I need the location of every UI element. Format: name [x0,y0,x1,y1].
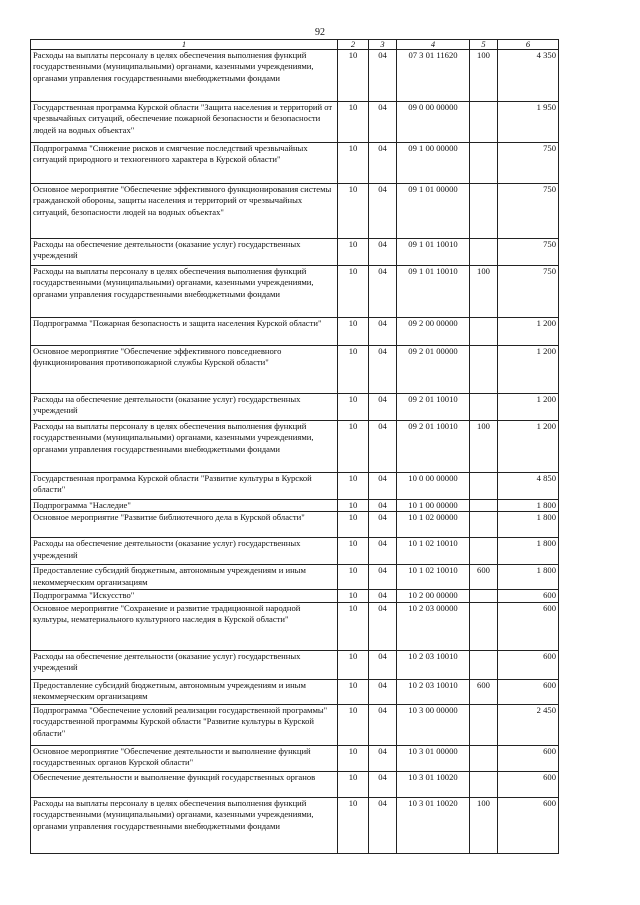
table-row [31,538,559,565]
cell-section: 10 [338,394,369,421]
cell-expense-type: 600 [470,565,498,590]
cell-expense-type [470,650,498,679]
cell-name: Основное мероприятие "Развитие библиотечного дела в Курской области" [31,512,338,538]
cell-expense-type: 600 [470,679,498,704]
table-row [31,239,559,266]
cell-target-article: 07 3 01 11620 [397,50,470,102]
table-row [31,704,559,745]
table-row [31,421,559,473]
cell-subsection: 04 [369,590,397,602]
cell-target-article: 10 0 00 00000 [397,473,470,500]
cell-amount: 1 200 [498,346,559,394]
table-row [31,143,559,184]
cell-amount: 1 800 [498,512,559,538]
cell-target-article: 10 3 00 00000 [397,704,470,745]
table-row [31,318,559,346]
table-row [31,394,559,421]
cell-name: Подпрограмма "Наследие" [31,500,338,512]
cell-subsection: 04 [369,473,397,500]
table-row [31,679,559,704]
cell-section: 10 [338,143,369,184]
cell-amount: 1 800 [498,565,559,590]
cell-target-article: 10 3 01 10020 [397,797,470,853]
table-row [31,266,559,318]
cell-amount: 4 850 [498,473,559,500]
cell-name: Основное мероприятие "Обеспечение эффективного повседневного функционирования противопожарной службы Курской области" [31,346,338,394]
cell-target-article: 10 2 03 00000 [397,602,470,650]
cell-subsection: 04 [369,184,397,239]
cell-name: Расходы на выплаты персоналу в целях обеспечения выполнения функций государственными (муниципальными) органами, казенными учреждениями, органами управления государственными внебюджетными фондами [31,421,338,473]
cell-section: 10 [338,771,369,797]
column-header: 4 [397,40,470,50]
cell-subsection: 04 [369,679,397,704]
cell-name: Подпрограмма "Пожарная безопасность и защита населения Курской области" [31,318,338,346]
cell-target-article: 10 1 02 00000 [397,512,470,538]
cell-subsection: 04 [369,102,397,143]
cell-name: Предоставление субсидий бюджетным, автономным учреждениям и иным некоммерческим организациям [31,679,338,704]
cell-subsection: 04 [369,143,397,184]
cell-subsection: 04 [369,538,397,565]
cell-target-article: 09 1 00 00000 [397,143,470,184]
table-row [31,102,559,143]
cell-subsection: 04 [369,745,397,771]
cell-section: 10 [338,745,369,771]
column-header: 2 [338,40,369,50]
cell-expense-type [470,318,498,346]
cell-name: Государственная программа Курской области "Защита населения и территорий от чрезвычайных ситуаций, обеспечение пожарной безопасности и безопасности людей на водных объектах" [31,102,338,143]
cell-name: Расходы на обеспечение деятельности (оказание услуг) государственных учреждений [31,394,338,421]
cell-target-article: 09 2 01 10010 [397,421,470,473]
cell-expense-type [470,602,498,650]
cell-expense-type: 100 [470,797,498,853]
cell-name: Основное мероприятие "Обеспечение эффективного функционирования системы гражданской обороны, защиты населения и территорий от чрезвычайных ситуаций, безопасности людей на водных объектах" [31,184,338,239]
cell-name: Подпрограмма "Снижение рисков и смягчение последствий чрезвычайных ситуаций природного и техногенного характера в Курской области" [31,143,338,184]
cell-section: 10 [338,565,369,590]
cell-target-article: 10 1 02 10010 [397,538,470,565]
cell-expense-type [470,538,498,565]
cell-expense-type [470,239,498,266]
cell-name: Расходы на обеспечение деятельности (оказание услуг) государственных учреждений [31,538,338,565]
cell-name: Расходы на обеспечение деятельности (оказание услуг) государственных учреждений [31,650,338,679]
cell-expense-type [470,394,498,421]
table-row [31,565,559,590]
cell-amount: 750 [498,266,559,318]
column-header: 6 [498,40,559,50]
column-header: 3 [369,40,397,50]
cell-expense-type: 100 [470,421,498,473]
cell-subsection: 04 [369,239,397,266]
cell-amount: 1 950 [498,102,559,143]
budget-table [30,39,559,854]
cell-name: Подпрограмма "Искусство" [31,590,338,602]
cell-section: 10 [338,650,369,679]
cell-name: Расходы на выплаты персоналу в целях обеспечения выполнения функций государственными (муниципальными) органами, казенными учреждениями, органами управления государственными внебюджетными фондами [31,797,338,853]
cell-target-article: 10 2 03 10010 [397,679,470,704]
cell-amount: 750 [498,184,559,239]
table-row [31,184,559,239]
cell-target-article: 09 2 00 00000 [397,318,470,346]
table-row [31,512,559,538]
cell-section: 10 [338,590,369,602]
table-header-row [31,40,559,50]
cell-section: 10 [338,239,369,266]
cell-section: 10 [338,538,369,565]
cell-expense-type [470,102,498,143]
cell-expense-type [470,512,498,538]
cell-name: Основное мероприятие "Сохранение и развитие традиционной народной культуры, нематериального культурного наследия в Курской области" [31,602,338,650]
cell-amount: 1 200 [498,421,559,473]
table-row [31,650,559,679]
cell-expense-type: 100 [470,266,498,318]
cell-subsection: 04 [369,704,397,745]
cell-amount: 1 800 [498,538,559,565]
cell-amount: 1 800 [498,500,559,512]
cell-subsection: 04 [369,797,397,853]
cell-subsection: 04 [369,394,397,421]
cell-amount: 2 450 [498,704,559,745]
cell-section: 10 [338,473,369,500]
cell-target-article: 09 1 01 00000 [397,184,470,239]
cell-target-article: 09 2 01 00000 [397,346,470,394]
cell-subsection: 04 [369,602,397,650]
cell-subsection: 04 [369,512,397,538]
cell-name: Основное мероприятие "Обеспечение деятельности и выполнение функций государственных органов Курской области" [31,745,338,771]
cell-subsection: 04 [369,318,397,346]
cell-subsection: 04 [369,266,397,318]
cell-subsection: 04 [369,771,397,797]
cell-section: 10 [338,102,369,143]
table-row [31,500,559,512]
page-number: 92 [315,27,325,38]
cell-section: 10 [338,704,369,745]
cell-expense-type [470,704,498,745]
cell-section: 10 [338,602,369,650]
table-row [31,797,559,853]
cell-subsection: 04 [369,565,397,590]
cell-target-article: 09 1 01 10010 [397,266,470,318]
cell-section: 10 [338,184,369,239]
cell-name: Расходы на выплаты персоналу в целях обеспечения выполнения функций государственными (муниципальными) органами, казенными учреждениями, органами управления государственными внебюджетными фондами [31,266,338,318]
cell-target-article: 10 2 03 10010 [397,650,470,679]
table-row [31,771,559,797]
cell-name: Подпрограмма "Обеспечение условий реализации государственной программы" государственной программы Курской области "Развитие культуры в Курской области" [31,704,338,745]
cell-name: Государственная программа Курской области "Развитие культуры в Курской области" [31,473,338,500]
cell-expense-type [470,346,498,394]
cell-subsection: 04 [369,650,397,679]
table-row [31,590,559,602]
cell-amount: 600 [498,650,559,679]
column-header: 1 [31,40,338,50]
cell-target-article: 10 3 01 00000 [397,745,470,771]
column-header: 5 [470,40,498,50]
cell-name: Расходы на обеспечение деятельности (оказание услуг) государственных учреждений [31,239,338,266]
cell-amount: 600 [498,602,559,650]
cell-expense-type [470,771,498,797]
cell-expense-type: 100 [470,50,498,102]
cell-subsection: 04 [369,421,397,473]
cell-amount: 600 [498,771,559,797]
cell-amount: 750 [498,143,559,184]
cell-expense-type [470,500,498,512]
cell-expense-type [470,745,498,771]
cell-expense-type [470,143,498,184]
cell-section: 10 [338,50,369,102]
cell-section: 10 [338,421,369,473]
cell-amount: 1 200 [498,318,559,346]
cell-target-article: 09 1 01 10010 [397,239,470,266]
cell-amount: 600 [498,679,559,704]
cell-section: 10 [338,266,369,318]
cell-amount: 1 200 [498,394,559,421]
cell-name: Расходы на выплаты персоналу в целях обеспечения выполнения функций государственными (муниципальными) органами, казенными учреждениями, органами управления государственными внебюджетными фондами [31,50,338,102]
cell-subsection: 04 [369,346,397,394]
cell-section: 10 [338,512,369,538]
cell-section: 10 [338,500,369,512]
cell-name: Обеспечение деятельности и выполнение функций государственных органов [31,771,338,797]
cell-amount: 4 350 [498,50,559,102]
cell-amount: 600 [498,745,559,771]
table-row [31,745,559,771]
cell-target-article: 10 1 00 00000 [397,500,470,512]
cell-amount: 600 [498,590,559,602]
cell-expense-type [470,590,498,602]
cell-target-article: 10 2 00 00000 [397,590,470,602]
table-row [31,50,559,102]
cell-section: 10 [338,346,369,394]
cell-section: 10 [338,797,369,853]
cell-target-article: 09 2 01 10010 [397,394,470,421]
cell-section: 10 [338,679,369,704]
cell-section: 10 [338,318,369,346]
cell-target-article: 09 0 00 00000 [397,102,470,143]
cell-expense-type [470,473,498,500]
table-row [31,346,559,394]
cell-subsection: 04 [369,50,397,102]
cell-expense-type [470,184,498,239]
cell-target-article: 10 3 01 10020 [397,771,470,797]
cell-amount: 750 [498,239,559,266]
cell-target-article: 10 1 02 10010 [397,565,470,590]
cell-name: Предоставление субсидий бюджетным, автономным учреждениям и иным некоммерческим организациям [31,565,338,590]
table-row [31,473,559,500]
cell-subsection: 04 [369,500,397,512]
cell-amount: 600 [498,797,559,853]
table-row [31,602,559,650]
